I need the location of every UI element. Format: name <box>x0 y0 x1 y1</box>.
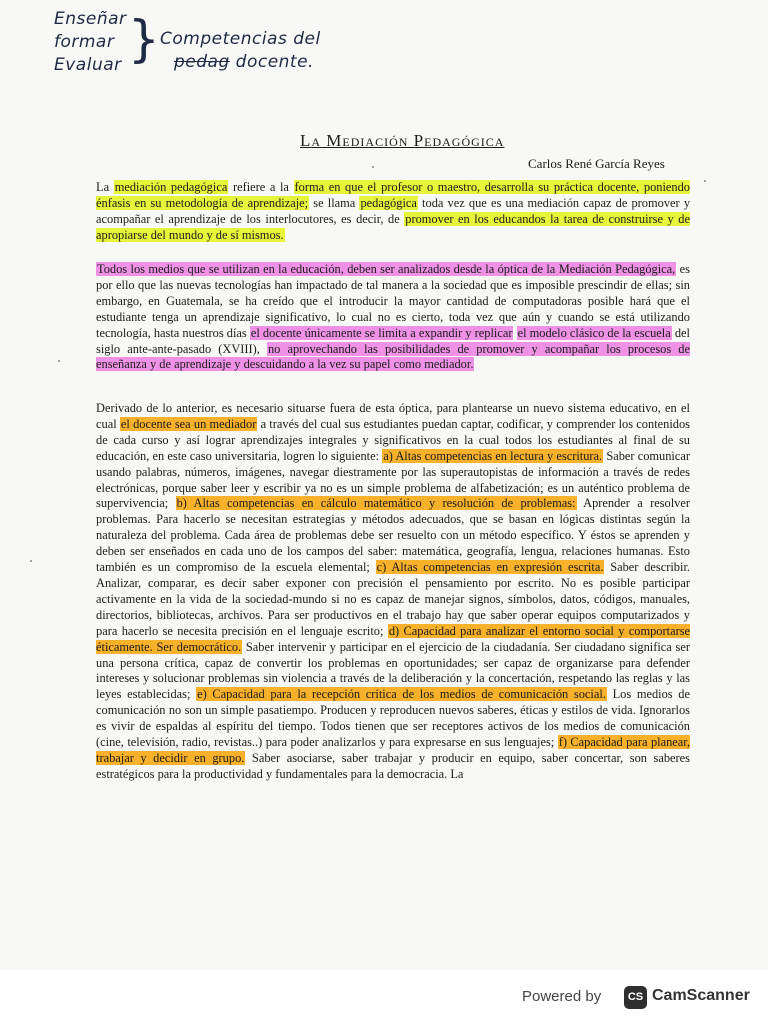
text-run: Saber intervenir y participar en el ejercicio de la ciudadanía. Ser ciudadano significa ser una persona crítica, capaz de convertir los problemas en oportunidades; ser capaz de organizarse para defender intereses y solucionar problemas sin violencia a través de la deliberación y la concertación, respetando las reglas y las leyes establecidas; <box>96 639 690 702</box>
handwritten-note-right <box>160 28 360 74</box>
text-run: refiere a la <box>228 180 294 194</box>
text-run: Los medios de comunicación no son un simple pasatiempo. Producen y reproducen nuevos saberes, éticas y estilos de vida. Ignorarlos es vivir de espaldas al espíritu del tiempo. Todos tienen que ser receptores activos de los medios de comunicación (cine, televisión, radio, revistas..) para poder analizarlos y para expresarse en sus lenguajes; <box>96 687 690 750</box>
highlight-orange: b) Altas competencias en cálculo matemático y resolución de problemas: <box>176 496 576 511</box>
text-run: Saber asociarse, saber trabajar y producir en equipo, saber concertar, son saberes estratégicos para la productividad y fundamentales para la democracia. La <box>96 750 690 781</box>
highlight-orange: a) Altas competencias en lectura y escritura. <box>383 448 603 463</box>
highlight-pink: el modelo clásico de la escuela <box>517 325 671 340</box>
handwritten-strikethrough: pedag <box>174 52 230 72</box>
scan-speck <box>58 360 60 362</box>
text-run: Saber describir. Analizar, comparar, es decir saber exponer con precisión el pensamiento por escrito. No es posible participar activamente en la vida de la sociedad-mundo si no es capaz de manejar signos, símbolos, datos, códigos, manuales, directorios, bibliotecas, archivos. Para ser productivos en el trabajo hay que saber operar equipos computarizados y para hacerlo se necesita precisión en el lenguaje escrito; <box>96 560 690 638</box>
text-run: del siglo ante-ante-pasado (XVIII), <box>96 325 690 356</box>
camscanner-brand: CamScanner <box>652 987 750 1004</box>
highlight-orange: f) Capacidad para planear, trabajar y decidir en grupo. <box>96 735 691 765</box>
handwritten-brace: } <box>128 10 160 68</box>
scan-speck <box>704 180 706 182</box>
handwritten-line: Evaluar <box>54 55 122 75</box>
handwritten-line: Competencias del <box>160 29 321 49</box>
text-run: Aprender a resolver problemas. Para hacerlo se necesitan estrategias y métodos adecuados, que se basan en lógicas distintas según la naturaleza del problema. Cada área de problemas debe ser resuelto con un método específico. Y éstos se aprenden y deben ser enseñados en cada uno de los campos del saber: matemática, geografía, lengua, relaciones humanas. Esto también es un compromiso de la escuela elemental; <box>96 496 690 575</box>
highlight-yellow: promover en los educandos la tarea de construirse y de apropiarse del mundo y de sí mismos. <box>96 211 690 242</box>
text-run: Saber comunicar usando palabras, números, imágenes, navegar diestramente por las superautopistas de información a través de redes electrónicas, porque saber leer y escribir ya no es un simple problema de alfabetización; es un auténtico problema de supervivencia; <box>96 448 690 511</box>
handwritten-line: Enseñar <box>54 9 127 29</box>
highlight-orange: d) Capacidad para analizar el entorno social y comportarse éticamente. Ser democrático. <box>96 623 691 654</box>
highlight-yellow: mediación pedagógica <box>114 180 228 194</box>
text-run: se llama <box>309 195 360 210</box>
text-run: La <box>96 180 114 194</box>
text-run: a través del cual sus estudiantes puedan captar, codificar, y comprender los contenidos de cada curso y así lograr aprendizajes integrales y significativos en la cual todos los estudiantes al final de su educación, en este caso universitaria, logren lo siguiente: <box>96 416 690 463</box>
scan-speck <box>372 166 374 168</box>
paragraph-2 <box>96 262 690 373</box>
text-run: Derivado de lo anterior, es necesario situarse fuera de esta óptica, para plantearse un nuevo sistema educativo, en el cual <box>96 401 690 431</box>
highlight-pink: el docente únicamente se limita a expandir y replicar <box>250 325 513 340</box>
highlight-orange: e) Capacidad para la recepción crítica de los medios de comunicación social. <box>197 687 606 702</box>
highlight-pink: no aprovechando las posibilidades de promover y acompañar los procesos de enseñanza y de aprendizaje y descuidando a la vez su papel como mediador. <box>96 341 691 372</box>
paragraph-1 <box>96 180 690 244</box>
highlight-yellow: forma en que el profesor o maestro, desarrolla su práctica docente, poniendo énfasis en su metodología de aprendizaje; <box>96 180 690 210</box>
camscanner-logo-icon: CS <box>624 986 647 1009</box>
highlight-pink: Todos los medios que se utilizan en la educación, deben ser analizados desde la óptica de la Mediación Pedagógica, <box>97 262 676 276</box>
handwritten-line <box>160 51 360 74</box>
highlight-orange: c) Altas competencias en expresión escrita. <box>376 560 604 575</box>
document-title: La Mediación Pedagógica <box>300 131 505 150</box>
handwritten-text: docente. <box>235 52 314 72</box>
paragraph-3 <box>96 401 690 783</box>
powered-by-text: Powered by <box>522 988 602 1005</box>
scan-speck <box>30 560 32 562</box>
highlight-orange: el docente sea un mediador <box>120 416 257 431</box>
text-run: es por ello que las nuevas tecnologías han impactado de tal manera a la sociedad que es imposible prescindir de ellas; sin embargo, en Guatemala, se ha creído que el introducir la mayor cantidad de computadoras posible hará que el estudiante tenga un aprendizaje significativo, lo cual no es cierto, toda vez que aún y cuando se está utilizando tecnología, hasta nuestros días <box>96 262 690 340</box>
highlight-yellow: pedagógica <box>360 195 417 210</box>
handwritten-line: formar <box>54 32 115 52</box>
text-run: toda vez que es una mediación capaz de promover y acompañar el aprendizaje de los interlocutores, es decir, de <box>96 195 691 226</box>
document-author: Carlos René García Reyes <box>528 156 665 171</box>
